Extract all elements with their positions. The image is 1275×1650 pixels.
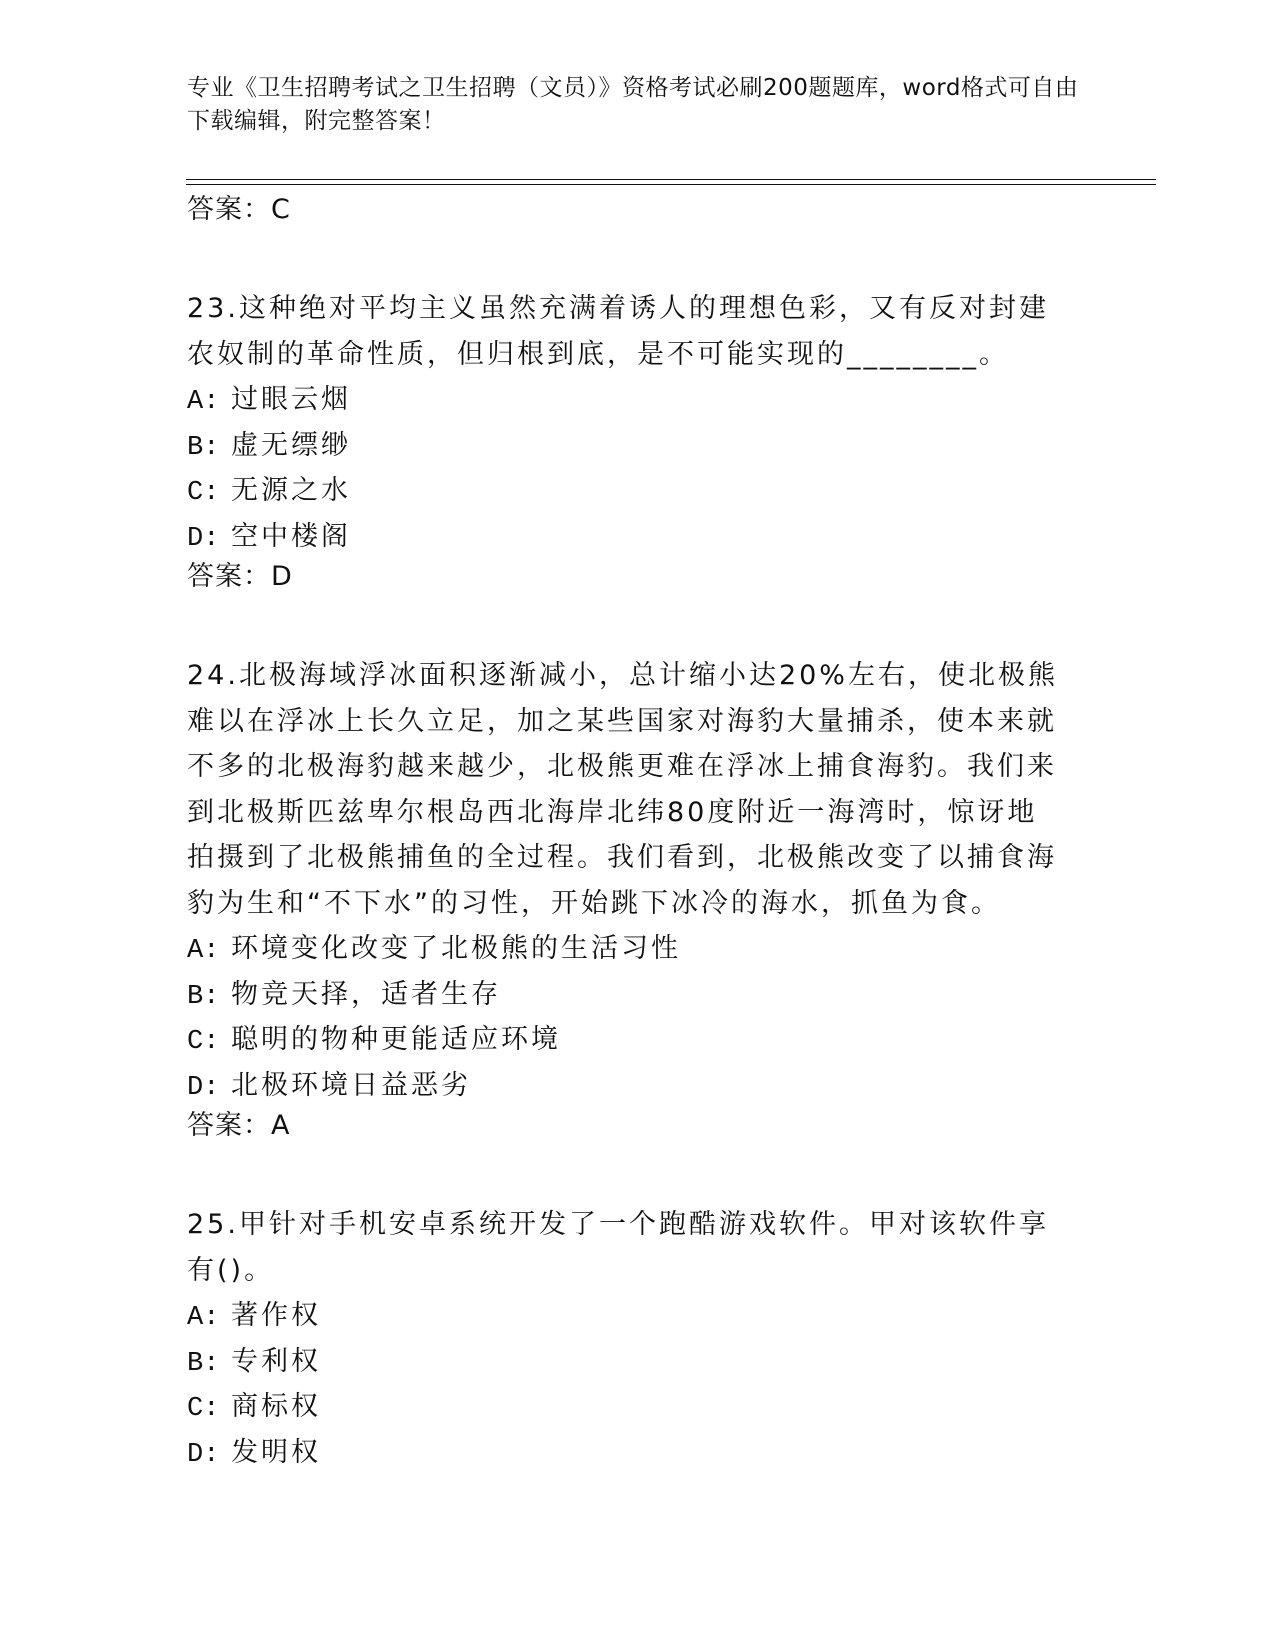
option-d [187, 514, 1087, 560]
option-text: 虚无缥缈 [231, 429, 351, 461]
option-d [187, 1063, 1087, 1109]
question-text: 24.北极海域浮冰面积逐渐减小，总计缩小达20%左右，使北极熊难以在浮冰上长久立足，加之某些国家对海豹大量捕杀，使本来就不多的北极海豹越来越少，北极熊更难在浮冰上捕食海豹。我们来到北极斯匹兹卑尔根岛西北海岸北纬80度附近一海湾时，惊讶地拍摄到了北极熊捕鱼的全过程。我们看到，北极熊改变了以捕食海豹为生和“不下水”的习性，开始跳下冰冷的海水，抓鱼为食。 [187, 660, 1058, 919]
option-text: 发明权 [231, 1436, 321, 1468]
option-b [187, 972, 1087, 1018]
option-c [187, 1384, 1087, 1430]
option-letter: B: [187, 1348, 220, 1379]
option-letter: B: [187, 981, 220, 1012]
option-text: 无源之水 [231, 475, 351, 506]
question-text: 25.甲针对手机安卓系统开发了一个跑酷游戏软件。甲对该软件享有()。 [187, 1209, 1049, 1286]
spacer [187, 228, 1087, 286]
option-letter: D: [187, 1439, 220, 1470]
option-text: 专利权 [231, 1345, 321, 1377]
option-d [187, 1430, 1087, 1476]
header-divider-top [186, 179, 1156, 180]
option-text: 北极环境日益恶劣 [231, 1069, 471, 1101]
page-header-title: 专业《卫生招聘考试之卫生招聘（文员）》资格考试必刷200题题库，word格式可自由下载编辑，附完整答案！ [187, 75, 1079, 134]
option-letter: D: [187, 1072, 220, 1103]
option-letter: C: [187, 1394, 220, 1424]
spacer [187, 1144, 1087, 1202]
option-text: 聪明的物种更能适应环境 [231, 1024, 561, 1055]
header-divider-bottom [186, 184, 1156, 185]
option-text: 著作权 [231, 1300, 321, 1331]
option-letter: A: [187, 1303, 220, 1333]
option-text: 空中楼阁 [231, 520, 351, 552]
option-text: 环境变化改变了北极熊的生活习性 [231, 933, 681, 964]
option-text: 商标权 [231, 1391, 321, 1422]
answer-line-q22: 答案：C [187, 194, 291, 225]
answer-line-q23: 答案：D [187, 561, 293, 592]
option-c [187, 468, 1087, 514]
option-letter: A: [187, 387, 220, 417]
option-letter: C: [187, 1027, 220, 1057]
option-b [187, 1339, 1087, 1385]
question-text: 23.这种绝对平均主义虽然充满着诱人的理想色彩，又有反对封建农奴制的革命性质，但归根到底，是不可能实现的________。 [187, 293, 1049, 370]
option-letter: D: [187, 523, 220, 554]
question-25 [187, 1202, 1087, 1475]
option-b [187, 423, 1087, 469]
answer-line-q24: 答案：A [187, 1110, 291, 1141]
document-body [187, 192, 1087, 1475]
option-text: 物竞天择，适者生存 [231, 978, 501, 1010]
question-24 [187, 653, 1087, 1144]
spacer [187, 595, 1087, 653]
question-23 [187, 286, 1087, 595]
option-text: 过眼云烟 [231, 384, 351, 415]
option-c [187, 1017, 1087, 1063]
option-letter: B: [187, 432, 220, 463]
option-a [187, 377, 1087, 423]
option-letter: A: [187, 936, 220, 966]
option-a [187, 926, 1087, 972]
option-a [187, 1293, 1087, 1339]
option-letter: C: [187, 478, 220, 508]
